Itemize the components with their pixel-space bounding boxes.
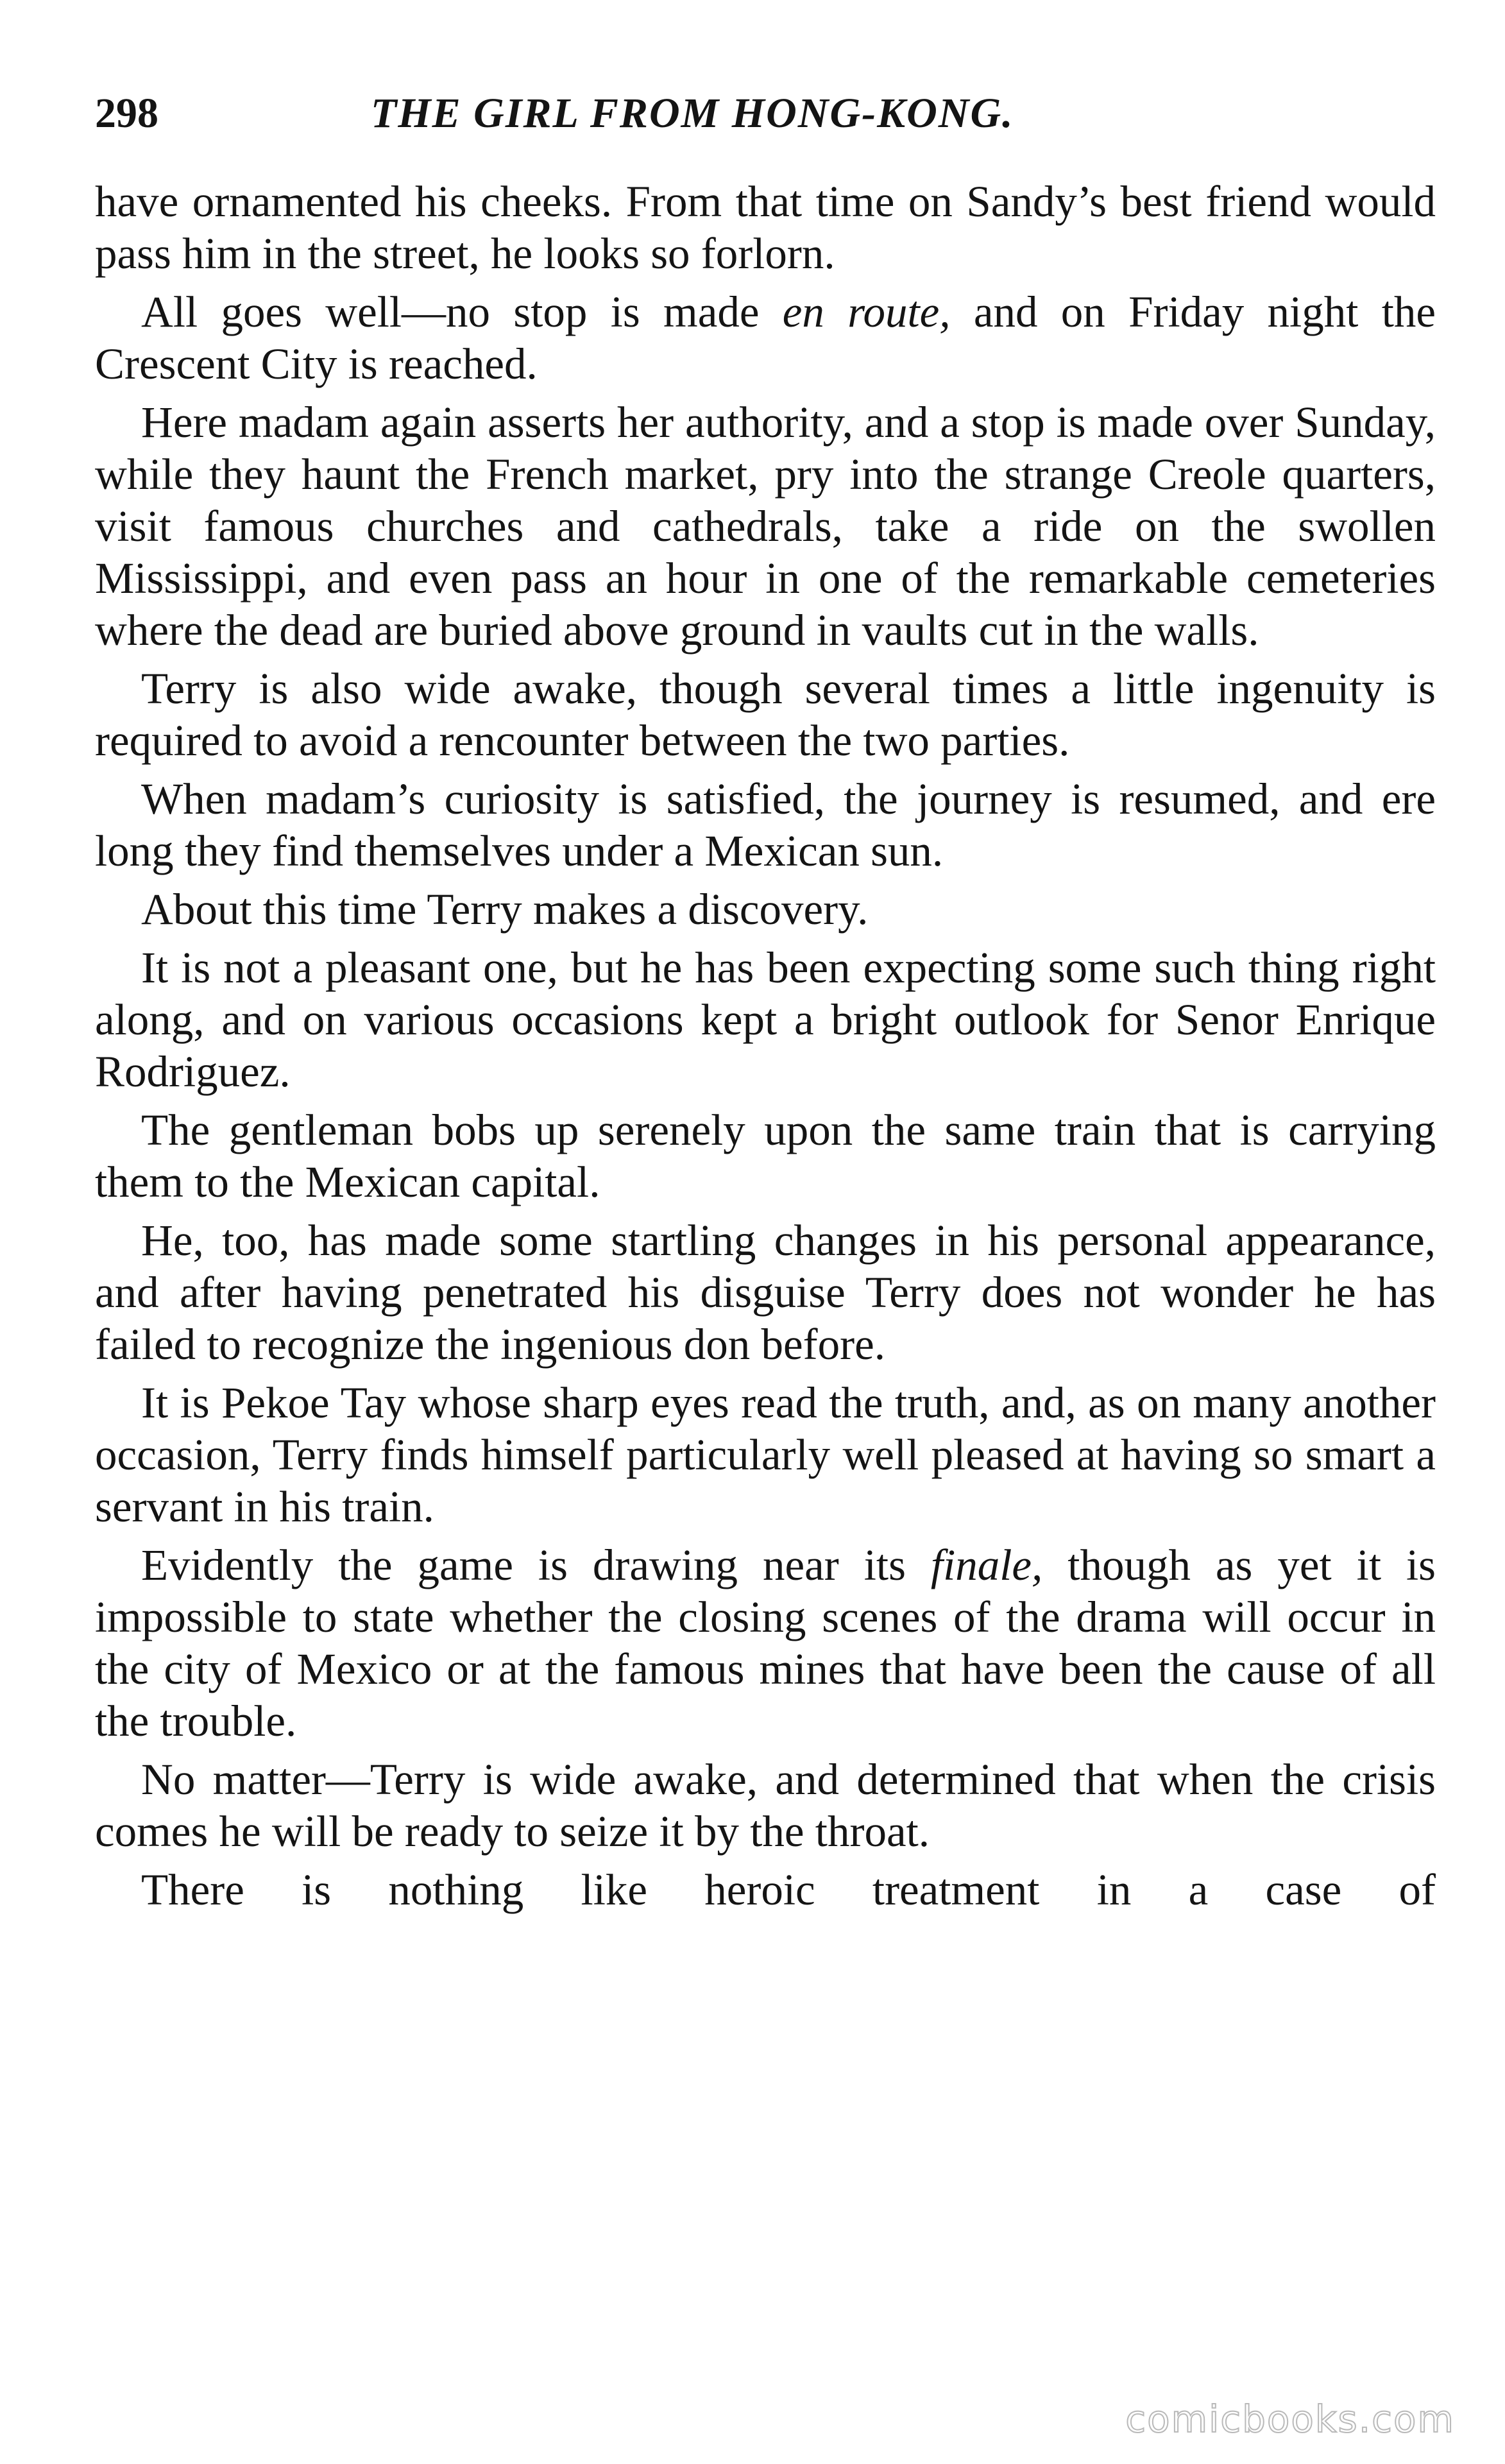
paragraph-2-text-after: and on Friday night the Crescent City is reached. xyxy=(95,287,1436,388)
paragraph-5: When madam’s curiosity is satisfied, the journey is resumed, and ere long they find themselves under a Mexican sun. xyxy=(95,774,1436,875)
paragraph-11-italic: finale, xyxy=(930,1541,1043,1589)
running-title: THE GIRL FROM HONG-KONG. xyxy=(371,90,1014,137)
running-head xyxy=(95,90,1436,137)
paragraph-10: It is Pekoe Tay whose sharp eyes read the truth, and, as on many another occasion, Terry finds himself particularly well pleased at having so smart a servant in his train. xyxy=(95,1378,1436,1531)
paragraph-4: Terry is also wide awake, though several times a little ingenuity is required to avoid a rencounter between the two parties. xyxy=(95,664,1436,765)
paragraph-12: No matter—Terry is wide awake, and determined that when the crisis comes he will be ready to seize it by the throat. xyxy=(95,1755,1436,1856)
body-text xyxy=(95,176,1436,1916)
paragraph-13: There is nothing like heroic treatment in a case of xyxy=(141,1865,1436,1914)
paragraph-9: He, too, has made some startling changes in his personal appearance, and after having penetrated his disguise Terry does not wonder he has failed to recognize the ingenious don before. xyxy=(95,1216,1436,1369)
paragraph-11-text-after: though as yet it is impossible to state whether the closing scenes of the drama will occur in the city of Mexico or at the famous mines that have been the cause of all the trouble. xyxy=(95,1541,1436,1745)
paragraph-8: The gentleman bobs up serenely upon the same train that is carrying them to the Mexican capital. xyxy=(95,1106,1436,1206)
paragraph-2-italic: en route, xyxy=(782,287,951,336)
paragraph-1: have ornamented his cheeks. From that time on Sandy’s best friend would pass him in the street, he looks so forlorn. xyxy=(95,177,1436,278)
paragraph-2-text-before: All goes well—no stop is made xyxy=(141,287,783,336)
paragraph-7: It is not a pleasant one, but he has been expecting some such thing right along, and on various occasions kept a bright outlook for Senor Enrique Rodriguez. xyxy=(95,943,1436,1096)
paragraph-11 xyxy=(95,1539,1436,1747)
paragraph-11-text-before: Evidently the game is drawing near its xyxy=(141,1541,931,1589)
watermark: comicbooks.com xyxy=(1125,2397,1455,2441)
paragraph-6: About this time Terry makes a discovery. xyxy=(141,885,869,934)
book-page xyxy=(95,90,1436,1922)
paragraph-2 xyxy=(95,286,1436,390)
page-number: 298 xyxy=(95,90,158,137)
paragraph-3: Here madam again asserts her authority, and a stop is made over Sunday, while they haunt the French market, pry into the strange Creole quarters, visit famous churches and cathedrals, take a ride on the swollen Mississippi, and even pass an hour in one of the remarkable cemeteries where the dead are buried above ground in vaults cut in the walls. xyxy=(95,398,1436,654)
